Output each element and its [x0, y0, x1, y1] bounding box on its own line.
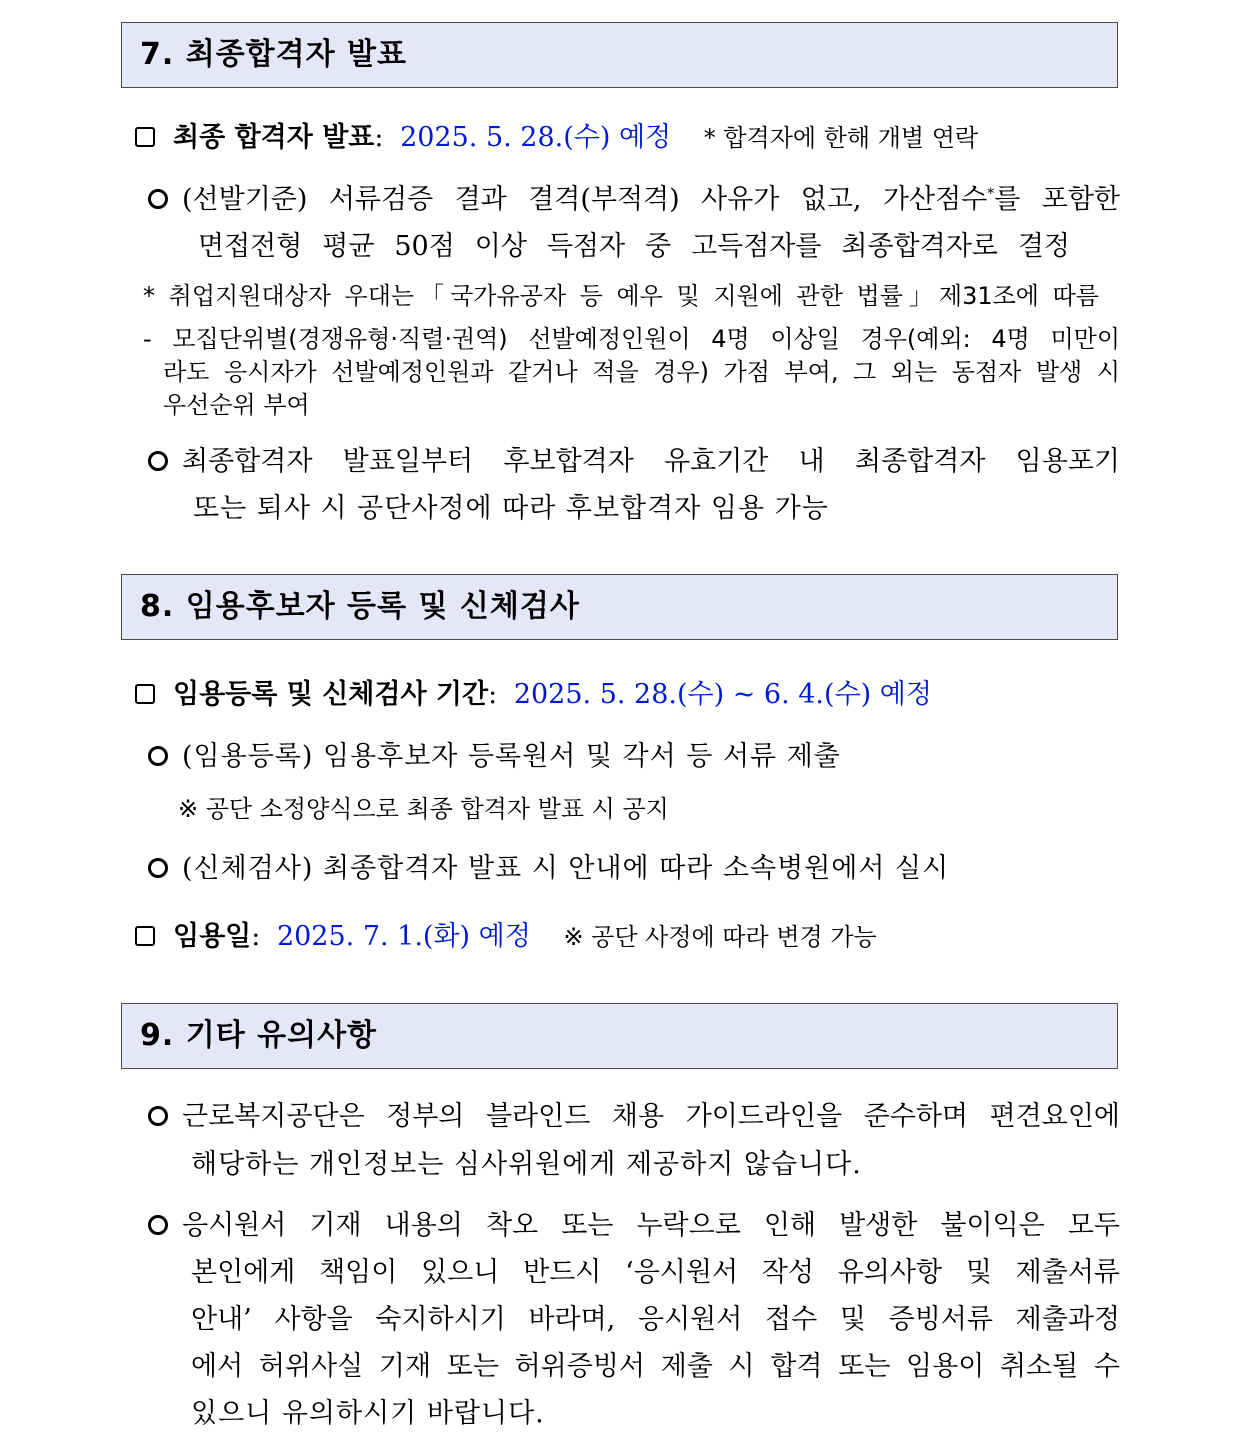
- application-caution-text-4: 에서 허위사실 기재 또는 허위증빙서 제출 시 합격 또는 임용이 취소될 수: [191, 1351, 1120, 1382]
- application-caution-text-2: 본인에게 책임이 있으니 반드시 ‘응시원서 작성 유의사항 및 제출서류: [191, 1257, 1120, 1288]
- tiebreak-note-line-3: 우선순위 부여: [163, 391, 310, 419]
- final-announce-line: [135, 124, 978, 151]
- selection-criteria-text-a: (선발기준) 서류검증 결과 결격(부적격) 사유가 없고, 가산점수: [182, 184, 988, 215]
- registration-docs-line: [148, 743, 841, 770]
- tiebreak-note-text-2: 라도 응시자가 선발예정인원과 같거나 적을 경우) 가점 부여, 그 외는 동점자 발생 시: [163, 358, 1120, 386]
- backup-candidate-text-1: 최종합격자 발표일부터 후보합격자 유효기간 내 최종합격자 임용포기: [182, 446, 1120, 477]
- tiebreak-note-line-1: [143, 327, 1120, 351]
- backup-candidate-line-2: 또는 퇴사 시 공단사정에 따라 후보합격자 임용 가능: [193, 493, 829, 524]
- selection-criteria-line-1: [148, 186, 1120, 213]
- appointment-date-label: 임용일: [173, 921, 252, 952]
- section-8-heading: 8. 임용후보자 등록 및 신체검사: [121, 574, 1118, 640]
- final-announce-colon: :: [374, 122, 384, 153]
- application-caution-line-4: [191, 1353, 1120, 1380]
- appointment-date-note: ※ 공단 사정에 따라 변경 가능: [563, 923, 877, 951]
- checkbox-square-icon: [135, 127, 155, 147]
- bullet-circle-icon: [148, 746, 168, 766]
- registration-period-label: 임용등록 및 신체검사 기간: [173, 679, 489, 710]
- registration-period-value: 2025. 5. 28.(수) ~ 6. 4.(수) 예정: [513, 679, 932, 710]
- application-caution-text-1: 응시원서 기재 내용의 착오 또는 누락으로 인해 발생한 불이익은 모두: [182, 1210, 1120, 1241]
- medical-exam-line: [148, 855, 949, 882]
- blind-hiring-text-1: 근로복지공단은 정부의 블라인드 채용 가이드라인을 준수하며 편견요인에: [182, 1101, 1120, 1132]
- application-caution-line-3: [191, 1306, 1120, 1333]
- bullet-circle-icon: [148, 451, 168, 471]
- veteran-preference-text: * 취업지원대상자 우대는「국가유공자 등 예우 및 지원에 관한 법률」제31조에 따름: [143, 282, 1099, 310]
- final-announce-note: * 합격자에 한해 개별 연락: [703, 124, 979, 152]
- application-caution-line-2: [191, 1259, 1120, 1286]
- application-caution-line-5: 있으니 유의하시기 바랍니다.: [191, 1398, 545, 1429]
- final-announce-date: 2025. 5. 28.(수) 예정: [400, 122, 672, 153]
- form-notice-note: ※ 공단 소정양식으로 최종 합격자 발표 시 공지: [178, 795, 669, 823]
- tiebreak-note-line-2: [163, 360, 1120, 384]
- registration-docs-text: (임용등록) 임용후보자 등록원서 및 각서 등 서류 제출: [182, 741, 841, 772]
- appointment-date-value: 2025. 7. 1.(화) 예정: [276, 921, 531, 952]
- checkbox-square-icon: [135, 684, 155, 704]
- blind-hiring-line-1: [148, 1103, 1120, 1130]
- application-caution-text-3: 안내’ 사항을 숙지하시기 바라며, 응시원서 접수 및 증빙서류 제출과정: [191, 1304, 1120, 1335]
- selection-criteria-line-2: [198, 233, 1070, 260]
- bullet-circle-icon: [148, 1215, 168, 1235]
- section-7-heading: 7. 최종합격자 발표: [121, 22, 1118, 88]
- selection-criteria-text-2: 면접전형 평균 50점 이상 득점자 중 고득점자를 최종합격자로 결정: [198, 231, 1070, 262]
- appointment-date-colon: :: [251, 921, 261, 952]
- criteria-footnote-mark: *: [987, 186, 995, 202]
- application-caution-line-1: [148, 1212, 1120, 1239]
- blind-hiring-line-2: 해당하는 개인정보는 심사위원에게 제공하지 않습니다.: [191, 1149, 862, 1180]
- registration-period-colon: :: [488, 679, 498, 710]
- bullet-circle-icon: [148, 1106, 168, 1126]
- bullet-circle-icon: [148, 189, 168, 209]
- registration-period-line: [135, 681, 932, 708]
- selection-criteria-text-b: 를 포함한: [994, 184, 1120, 215]
- tiebreak-note-text-1: - 모집단위별(경쟁유형·직렬·권역) 선발예정인원이 4명 이상일 경우(예외: 4명 미만이: [143, 325, 1120, 353]
- bullet-circle-icon: [148, 858, 168, 878]
- checkbox-square-icon: [135, 926, 155, 946]
- appointment-date-line: [135, 923, 877, 950]
- final-announce-label: 최종 합격자 발표: [173, 122, 375, 153]
- backup-candidate-line-1: [148, 448, 1120, 475]
- medical-exam-text: (신체검사) 최종합격자 발표 시 안내에 따라 소속병원에서 실시: [182, 853, 950, 884]
- veteran-preference-note: [143, 284, 1099, 308]
- section-9-heading: 9. 기타 유의사항: [121, 1003, 1118, 1069]
